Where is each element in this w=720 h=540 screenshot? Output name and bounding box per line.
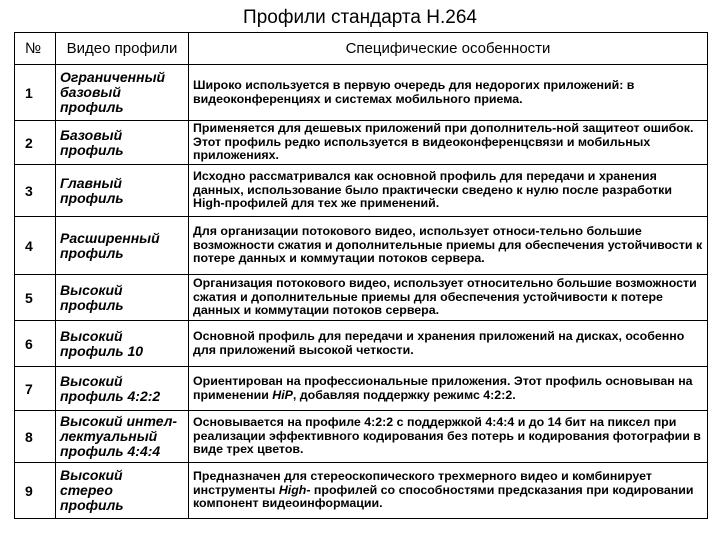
row-features: Основной профиль для передачи и хранения приложений на дисках, особенно для приложений высокой четкости. (189, 321, 708, 367)
row-num: 4 (15, 217, 56, 275)
table-header-row (15, 33, 708, 65)
features-emphasis: High (278, 482, 307, 497)
row-features (189, 463, 708, 519)
row-num: 3 (15, 165, 56, 217)
row-profile: Высокий интел- лектуальный профиль 4:4:4 (56, 411, 189, 463)
row-features: Основывается на профиле 4:2:2 с поддержкой 4:4:4 и до 14 бит на пиксел при реализации эффективного кодирования без потерь и кодирования фотографии в виде трех цветов. (189, 411, 708, 463)
table-row (15, 165, 708, 217)
features-text: Ориентирован на профессиональные приложения. Этот профиль основыван на применении (193, 373, 693, 402)
table-row (15, 321, 708, 367)
row-num: 5 (15, 275, 56, 321)
features-emphasis: HiP (272, 387, 293, 402)
row-num: 8 (15, 411, 56, 463)
features-text: Предназначен для стереоскопического трехмерного видео и комбинирует инструменты (193, 469, 652, 497)
table-row (15, 367, 708, 411)
header-profile: Видео профили (56, 33, 189, 65)
table-row (15, 463, 708, 519)
header-num: № (15, 33, 56, 65)
row-profile: Высокий профиль 10 (56, 321, 189, 367)
row-profile: Расширенный профиль (56, 217, 189, 275)
row-features: Широко используется в первую очередь для недорогих приложений: в видеоконференциях и системах мобильного приема. (189, 65, 708, 121)
row-profile: Базовый профиль (56, 121, 189, 165)
features-text: - профилей со способностями предсказания при кодировании компонент видеоинформации. (193, 482, 694, 511)
row-profile: Высокий стерео профиль (56, 463, 189, 519)
header-features: Специфические особенности (189, 33, 708, 65)
table-row (15, 65, 708, 121)
features-text: , добавляя поддержку режимс 4:2:2. (292, 387, 516, 402)
row-features: Применяется для дешевых приложений при дополнитель-ной защитеот ошибок. Этот профиль редко используется в видеоконференцсвязи и мобильных приложениях. (189, 121, 708, 165)
row-profile: Высокий профиль (56, 275, 189, 321)
page-title: Профили стандарта H.264 (243, 7, 477, 28)
row-features: Исходно рассматривался как основной профиль для передачи и хранения данных, использование было практически сведено к нулю после разработки High-профилей для тех же применений. (189, 165, 708, 217)
row-features (189, 367, 708, 411)
row-num: 9 (15, 463, 56, 519)
table-row (15, 411, 708, 463)
row-num: 6 (15, 321, 56, 367)
row-profile: Главный профиль (56, 165, 189, 217)
table-row (15, 275, 708, 321)
row-features: Организация потокового видео, использует относительно большие возможности сжатия и дополнительные приемы для обеспечения устойчивости к потере данных и коммутации потоков сервера. (189, 275, 708, 321)
row-profile: Высокий профиль 4:2:2 (56, 367, 189, 411)
row-num: 7 (15, 367, 56, 411)
row-features: Для организации потокового видео, использует относи-тельно большие возможности сжатия и дополнительные приемы для обеспечения устойчивости к потере данных и коммутации потоков сервера. (189, 217, 708, 275)
row-profile: Ограниченный базовый профиль (56, 65, 189, 121)
profiles-table (14, 32, 708, 519)
table-row (15, 121, 708, 165)
row-num: 2 (15, 121, 56, 165)
table-row (15, 217, 708, 275)
row-num: 1 (15, 65, 56, 121)
